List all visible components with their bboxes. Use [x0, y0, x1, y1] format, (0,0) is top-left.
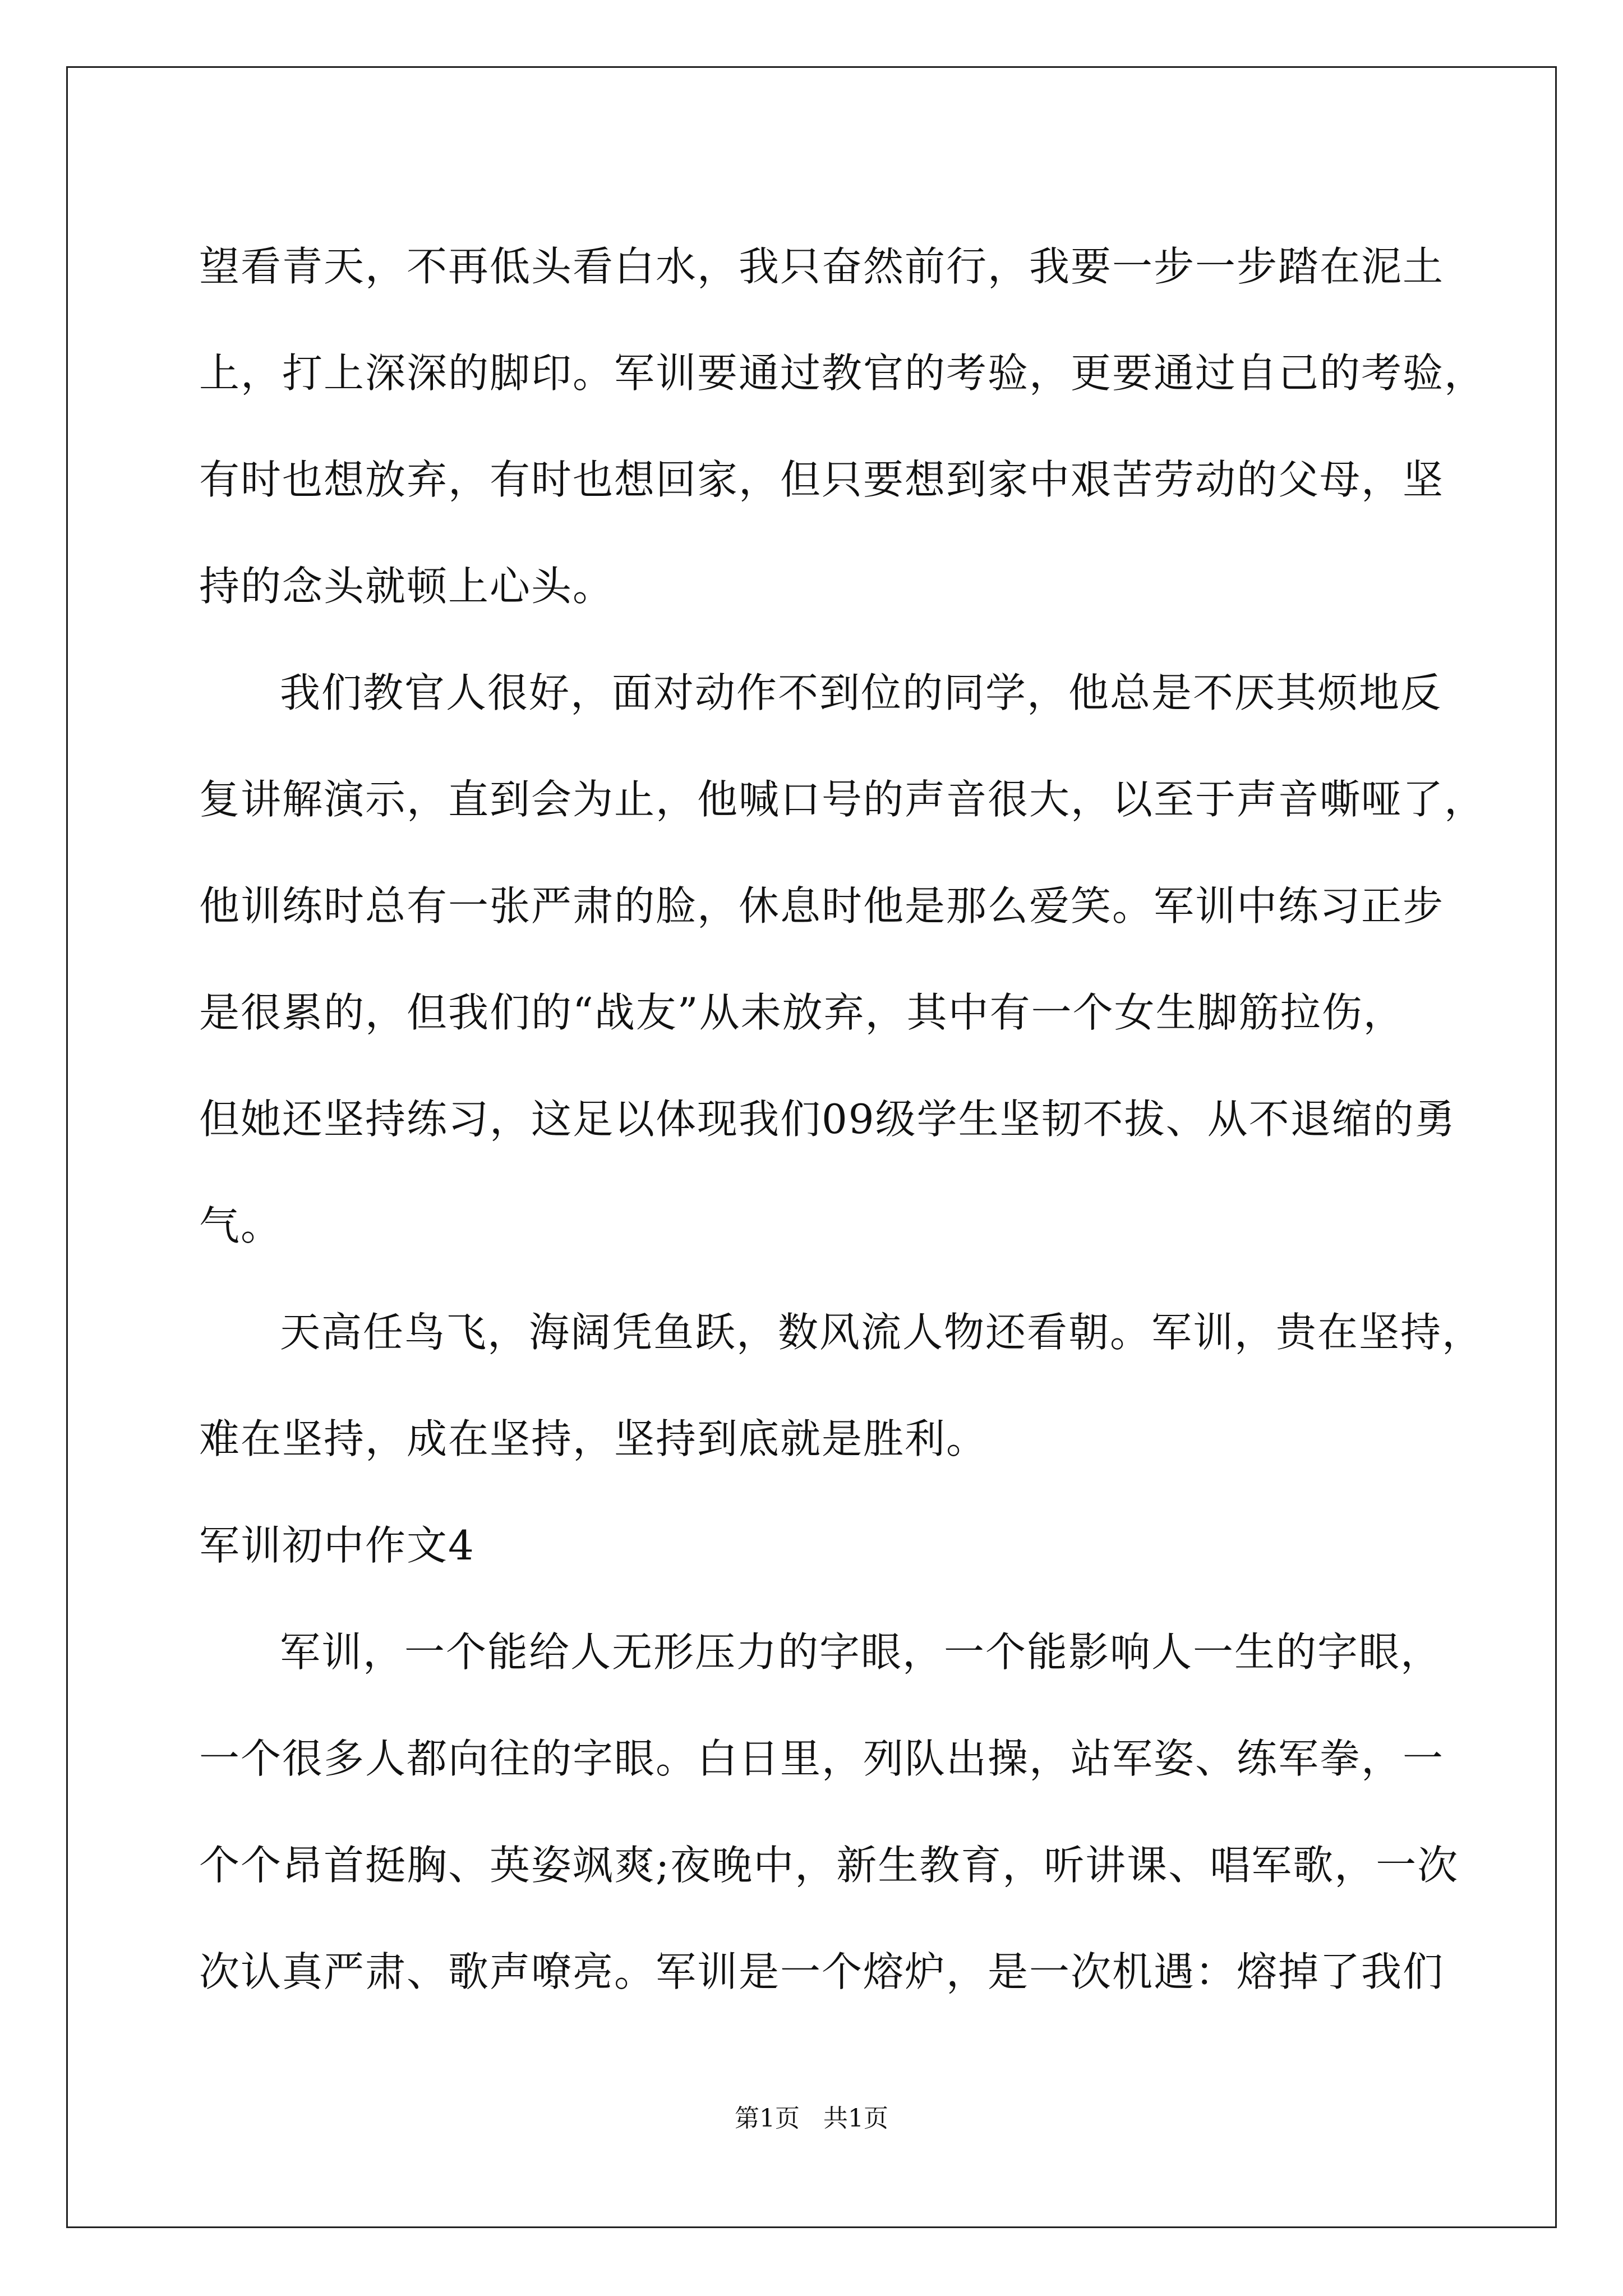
page-footer — [0, 2098, 1623, 2134]
text-line: 气。 — [199, 1202, 283, 1249]
text-line: 上，打上深深的脚印。军训要通过教官的考验，更要通过自己的考验， — [199, 349, 1486, 397]
text-line: 复讲解演示，直到会为止，他喊口号的声音很大，以至于声音嘶哑了， — [199, 776, 1486, 823]
text-line: 望看青天，不再低头看白水，我只奋然前行，我要一步一步踏在泥土 — [199, 243, 1445, 290]
text-line: 有时也想放弃，有时也想回家，但只要想到家中艰苦劳动的父母，坚 — [199, 456, 1445, 503]
text-line: 次认真严肃、歌声嘹亮。军训是一个熔炉，是一次机遇：熔掉了我们 — [199, 1948, 1445, 1995]
page-number-total: 共1页 — [823, 2104, 888, 2133]
section-heading: 军训初中作文4 — [199, 1522, 475, 1569]
text-line: 一个很多人都向往的字眼。白日里，列队出操，站军姿、练军拳，一 — [199, 1735, 1445, 1782]
text-line: 难在坚持，成在坚持，坚持到底就是胜利。 — [199, 1415, 988, 1462]
text-line: 但她还坚持练习，这足以体现我们09级学生坚韧不拔、从不退缩的勇 — [199, 1096, 1456, 1143]
text-line: 是很累的，但我们的“战友”从未放弃，其中有一个女生脚筋拉伤， — [199, 989, 1405, 1036]
text-line: 军训，一个能给人无形压力的字眼，一个能影响人一生的字眼， — [280, 1628, 1442, 1676]
text-line: 他训练时总有一张严肃的脸，休息时他是那么爱笑。军训中练习正步 — [199, 882, 1445, 930]
text-line: 持的念头就顿上心头。 — [199, 563, 615, 610]
text-line: 我们教官人很好，面对动作不到位的同学，他总是不厌其烦地反 — [280, 669, 1442, 716]
page-number-current: 第1页 — [735, 2104, 800, 2133]
text-line: 个个昂首挺胸、英姿飒爽;夜晚中，新生教育，听讲课、唱军歌，一次 — [199, 1842, 1459, 1889]
text-line: 天高任鸟飞，海阔凭鱼跃，数风流人物还看朝。军训，贵在坚持， — [280, 1309, 1484, 1356]
document-body — [199, 213, 1486, 2025]
